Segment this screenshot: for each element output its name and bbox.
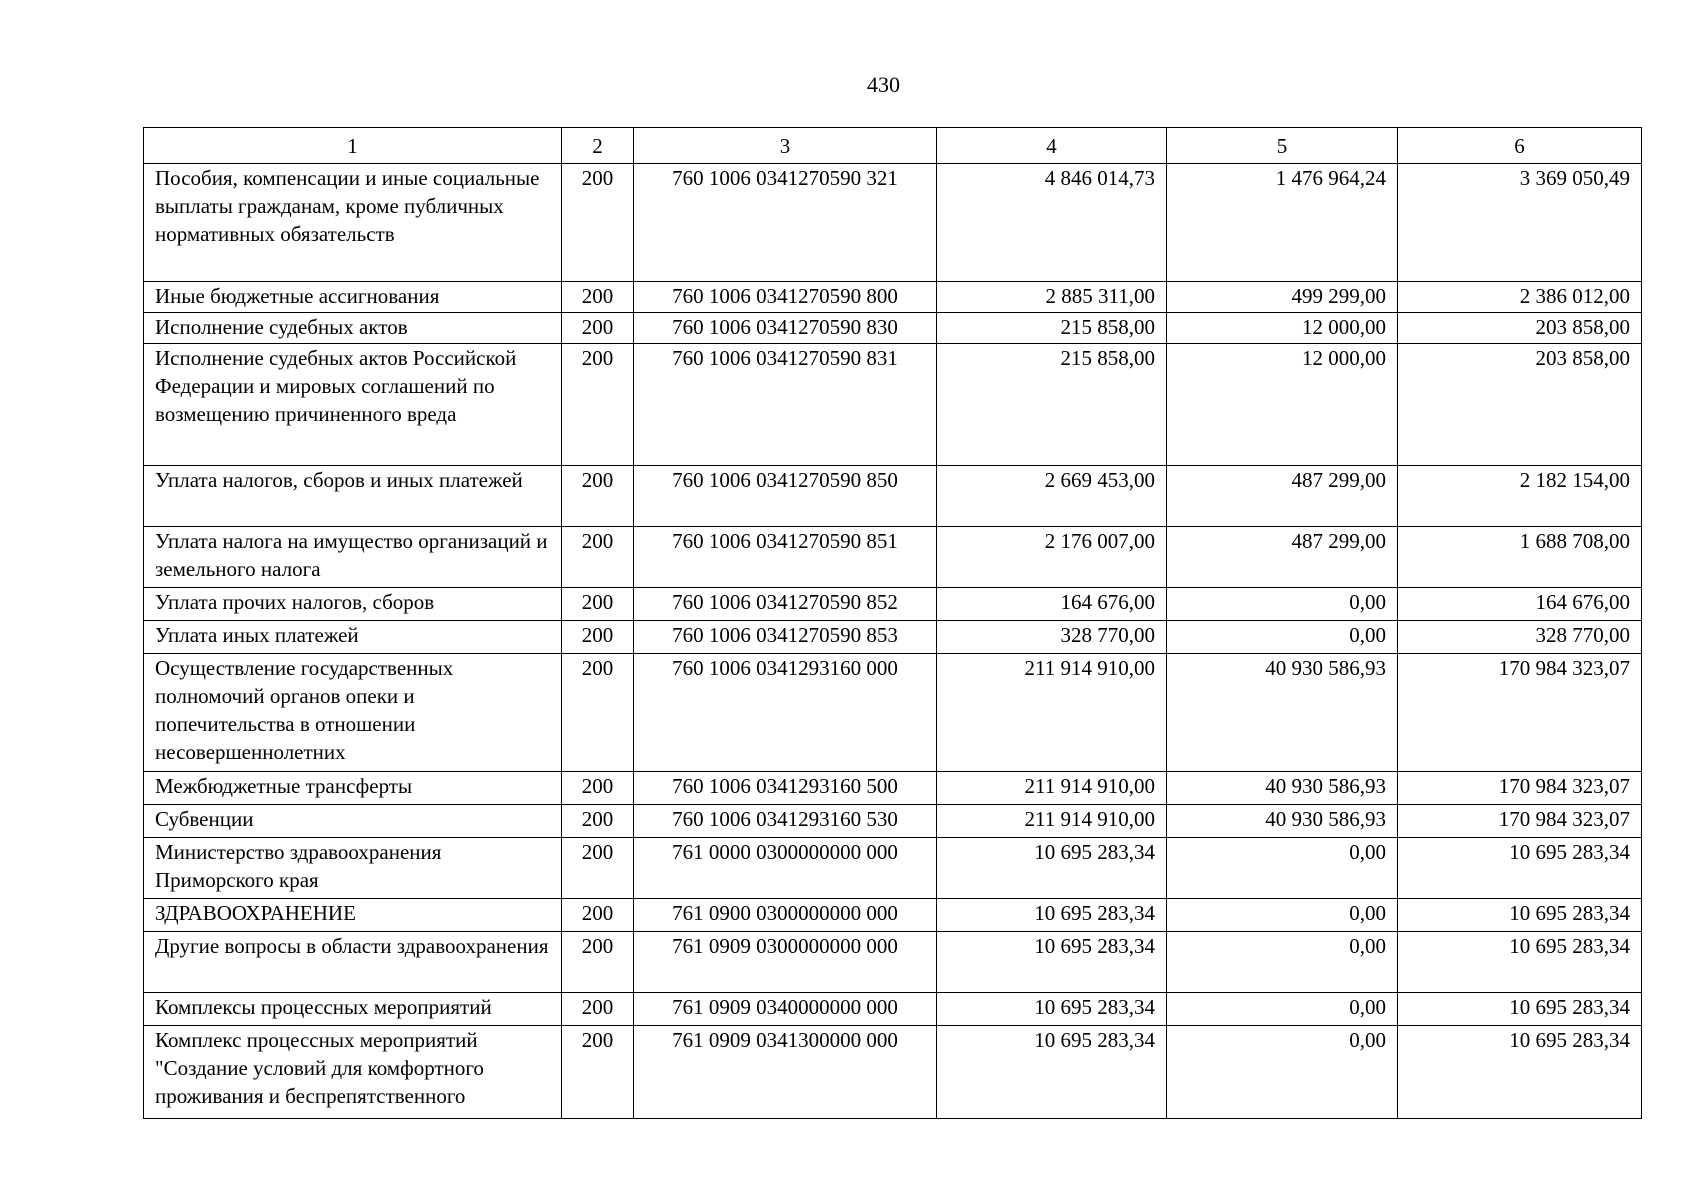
row-col2: 200 <box>562 772 634 805</box>
row-code: 760 1006 0341270590 852 <box>634 588 937 621</box>
row-col6: 170 984 323,07 <box>1398 805 1642 838</box>
row-col2: 200 <box>562 282 634 313</box>
table-row <box>144 621 1642 654</box>
row-name: Уплата прочих налогов, сборов <box>144 588 562 621</box>
row-col5: 40 930 586,93 <box>1167 654 1398 772</box>
row-col4: 211 914 910,00 <box>937 805 1167 838</box>
row-code: 760 1006 0341270590 853 <box>634 621 937 654</box>
row-code: 761 0909 0300000000 000 <box>634 932 937 993</box>
row-col4: 328 770,00 <box>937 621 1167 654</box>
row-name: Пособия, компенсации и иные социальные выплаты гражданам, кроме публичных нормативных обязательств <box>144 164 562 282</box>
row-name: Иные бюджетные ассигнования <box>144 282 562 313</box>
table-row <box>144 466 1642 527</box>
row-col5: 12 000,00 <box>1167 344 1398 466</box>
row-name: Межбюджетные трансферты <box>144 772 562 805</box>
table-row <box>144 164 1642 282</box>
row-code: 760 1006 0341293160 000 <box>634 654 937 772</box>
row-name: Осуществление государственных полномочий органов опеки и попечительства в отношении несовершеннолетних <box>144 654 562 772</box>
row-col2: 200 <box>562 527 634 588</box>
row-col2: 200 <box>562 466 634 527</box>
row-name: Субвенции <box>144 805 562 838</box>
row-col4: 215 858,00 <box>937 344 1167 466</box>
row-col2: 200 <box>562 838 634 899</box>
table-row <box>144 932 1642 993</box>
row-name: Другие вопросы в области здравоохранения <box>144 932 562 993</box>
row-col5: 487 299,00 <box>1167 527 1398 588</box>
row-col6: 328 770,00 <box>1398 621 1642 654</box>
row-col4: 2 669 453,00 <box>937 466 1167 527</box>
row-col4: 211 914 910,00 <box>937 654 1167 772</box>
row-name: Комплекс процессных мероприятий "Создание условий для комфортного проживания и беспрепятственного <box>144 1026 562 1119</box>
table-row <box>144 1026 1642 1119</box>
row-col6: 10 695 283,34 <box>1398 993 1642 1026</box>
row-col5: 487 299,00 <box>1167 466 1398 527</box>
row-col6: 2 386 012,00 <box>1398 282 1642 313</box>
row-col5: 0,00 <box>1167 588 1398 621</box>
row-col6: 1 688 708,00 <box>1398 527 1642 588</box>
row-col5: 12 000,00 <box>1167 313 1398 344</box>
row-name: Министерство здравоохранения Приморского края <box>144 838 562 899</box>
row-col2: 200 <box>562 899 634 932</box>
column-number: 1 <box>144 128 562 164</box>
row-col2: 200 <box>562 993 634 1026</box>
row-col5: 0,00 <box>1167 932 1398 993</box>
row-code: 761 0909 0340000000 000 <box>634 993 937 1026</box>
row-name: Исполнение судебных актов <box>144 313 562 344</box>
row-col6: 3 369 050,49 <box>1398 164 1642 282</box>
table-row <box>144 993 1642 1026</box>
row-col5: 40 930 586,93 <box>1167 772 1398 805</box>
table-row <box>144 899 1642 932</box>
column-number-row <box>144 128 1642 164</box>
row-code: 760 1006 0341270590 851 <box>634 527 937 588</box>
row-col5: 0,00 <box>1167 621 1398 654</box>
row-col2: 200 <box>562 313 634 344</box>
row-col5: 0,00 <box>1167 993 1398 1026</box>
row-name: Уплата налогов, сборов и иных платежей <box>144 466 562 527</box>
row-col6: 10 695 283,34 <box>1398 932 1642 993</box>
table-row <box>144 527 1642 588</box>
row-code: 760 1006 0341270590 831 <box>634 344 937 466</box>
table-row <box>144 344 1642 466</box>
row-col2: 200 <box>562 932 634 993</box>
row-col6: 170 984 323,07 <box>1398 772 1642 805</box>
column-number: 5 <box>1167 128 1398 164</box>
row-col4: 164 676,00 <box>937 588 1167 621</box>
row-col4: 10 695 283,34 <box>937 1026 1167 1119</box>
row-name: Уплата налога на имущество организаций и земельного налога <box>144 527 562 588</box>
row-name: ЗДРАВООХРАНЕНИЕ <box>144 899 562 932</box>
row-col6: 10 695 283,34 <box>1398 899 1642 932</box>
row-code: 760 1006 0341270590 800 <box>634 282 937 313</box>
row-col5: 0,00 <box>1167 1026 1398 1119</box>
row-code: 761 0909 0341300000 000 <box>634 1026 937 1119</box>
column-number: 2 <box>562 128 634 164</box>
table-row <box>144 654 1642 772</box>
row-code: 761 0000 0300000000 000 <box>634 838 937 899</box>
row-name: Исполнение судебных актов Российской Федерации и мировых соглашений по возмещению причиненного вреда <box>144 344 562 466</box>
row-name: Комплексы процессных мероприятий <box>144 993 562 1026</box>
column-number: 4 <box>937 128 1167 164</box>
row-col6: 10 695 283,34 <box>1398 838 1642 899</box>
row-col6: 203 858,00 <box>1398 313 1642 344</box>
row-col6: 164 676,00 <box>1398 588 1642 621</box>
table-row <box>144 282 1642 313</box>
table-row <box>144 838 1642 899</box>
table-row <box>144 588 1642 621</box>
row-col2: 200 <box>562 588 634 621</box>
row-col5: 0,00 <box>1167 838 1398 899</box>
row-col5: 1 476 964,24 <box>1167 164 1398 282</box>
row-col5: 40 930 586,93 <box>1167 805 1398 838</box>
row-col2: 200 <box>562 344 634 466</box>
row-col4: 4 846 014,73 <box>937 164 1167 282</box>
page-number: 430 <box>867 72 900 97</box>
row-col2: 200 <box>562 1026 634 1119</box>
row-col5: 499 299,00 <box>1167 282 1398 313</box>
row-col4: 2 885 311,00 <box>937 282 1167 313</box>
column-number: 3 <box>634 128 937 164</box>
table-row <box>144 805 1642 838</box>
row-col6: 10 695 283,34 <box>1398 1026 1642 1119</box>
row-code: 760 1006 0341270590 321 <box>634 164 937 282</box>
row-col6: 203 858,00 <box>1398 344 1642 466</box>
row-col4: 2 176 007,00 <box>937 527 1167 588</box>
row-col4: 10 695 283,34 <box>937 993 1167 1026</box>
row-col4: 10 695 283,34 <box>937 932 1167 993</box>
row-col2: 200 <box>562 805 634 838</box>
row-col4: 215 858,00 <box>937 313 1167 344</box>
row-col2: 200 <box>562 621 634 654</box>
row-col2: 200 <box>562 654 634 772</box>
row-code: 760 1006 0341270590 850 <box>634 466 937 527</box>
row-col6: 170 984 323,07 <box>1398 654 1642 772</box>
row-col4: 10 695 283,34 <box>937 838 1167 899</box>
table-row <box>144 313 1642 344</box>
row-col4: 10 695 283,34 <box>937 899 1167 932</box>
row-code: 760 1006 0341293160 530 <box>634 805 937 838</box>
row-code: 760 1006 0341270590 830 <box>634 313 937 344</box>
row-name: Уплата иных платежей <box>144 621 562 654</box>
row-col2: 200 <box>562 164 634 282</box>
row-code: 760 1006 0341293160 500 <box>634 772 937 805</box>
row-code: 761 0900 0300000000 000 <box>634 899 937 932</box>
budget-table <box>143 127 1642 1119</box>
row-col5: 0,00 <box>1167 899 1398 932</box>
column-number: 6 <box>1398 128 1642 164</box>
row-col6: 2 182 154,00 <box>1398 466 1642 527</box>
table-row <box>144 772 1642 805</box>
row-col4: 211 914 910,00 <box>937 772 1167 805</box>
